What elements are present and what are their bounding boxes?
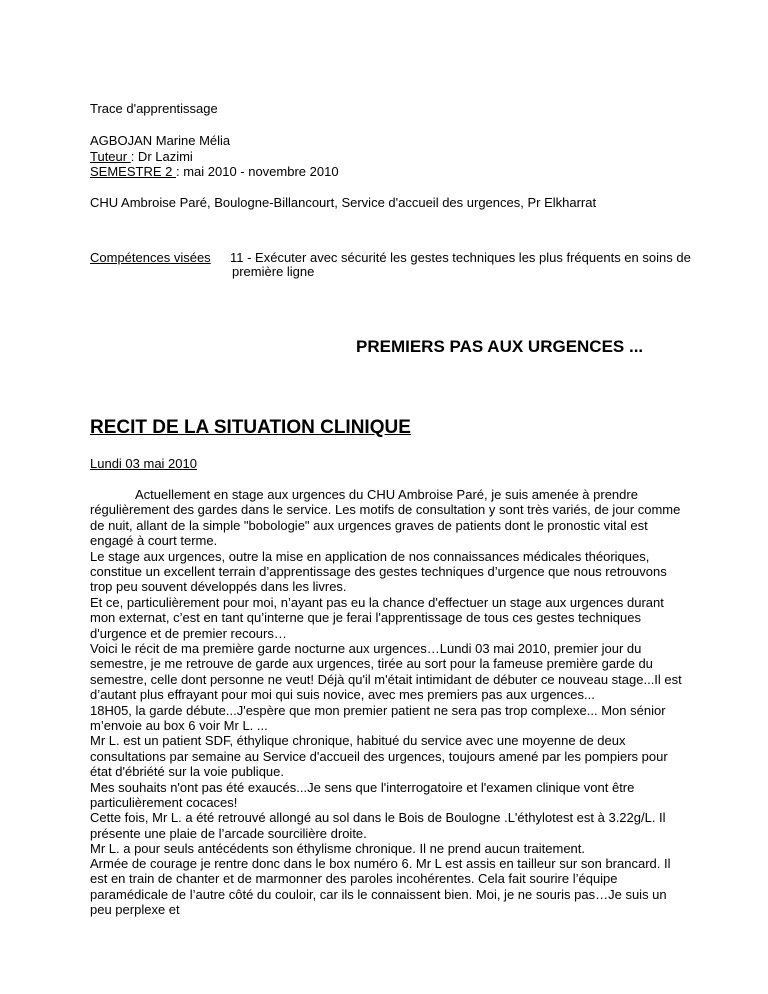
tutor-label: Tuteur [90, 149, 131, 164]
competences-line-1: 11 - Exécuter avec sécurité les gestes techniques les plus fréquents en soins de [230, 250, 691, 265]
section-heading: RECIT DE LA SITUATION CLINIQUE [90, 417, 411, 438]
paragraph: Cette fois, Mr L. a été retrouvé allongé au sol dans le Bois de Boulogne .L'éthylotest est à 3.22g/L. Il présente une plaie de l’arcade sourcilière droite. [90, 810, 666, 841]
paragraph: 18H05, la garde débute...J'espère que mon premier patient ne sera pas trop complexe... Mon sénior m’envoie au box 6 voir Mr L. ... [90, 702, 666, 734]
entry-date: Lundi 03 mai 2010 [90, 456, 197, 471]
semester-label: SEMESTRE 2 [90, 164, 176, 179]
paragraph: Actuellement en stage aux urgences du CHU Ambroise Paré, je suis amenée à prendre régulièrement des gardes dans le service. Les motifs de consultation y sont très variés, de jour comme de nuit, allant de la simple "bobologie" aux urgences graves de patients dont le pronostic vital est engagé à court terme. [90, 487, 681, 549]
competences-label: Compétences visées [90, 250, 211, 265]
author-name: AGBOJAN Marine Mélia [90, 133, 231, 148]
paragraph: Mr L. est un patient SDF, éthylique chronique, habitué du service avec une moyenne de deux consultations par semaine au Service d'accueil des urgences, toujours amené par les pompiers pour état d'ébriété sur la voie publique. [90, 733, 668, 780]
paragraph: Voici le récit de ma première garde nocturne aux urgences…Lundi 03 mai 2010, premier jour du semestre, je me retrouve de garde aux urgences, tirée au sort pour la fameuse première garde du semestre, celle dont personne ne veut! Déjà qu'il m'était intimidant de débuter ce nouveau stage...Il est d’autant plus effrayant pour moi qui suis novice, avec mes premiers pas aux urgences... [90, 641, 682, 703]
location-line: CHU Ambroise Paré, Boulogne-Billancourt, Service d'accueil des urgences, Pr Elkharrat [90, 195, 597, 210]
semester-line [90, 164, 339, 179]
paragraph-block-1 [90, 487, 690, 641]
doc-type-label: Trace d'apprentissage [90, 101, 218, 116]
competences-line-2: première ligne [232, 264, 315, 279]
paragraph-block-2 [90, 641, 690, 857]
paragraph-block-3 [90, 856, 690, 918]
semester-value: : mai 2010 - novembre 2010 [175, 164, 339, 179]
page-title: PREMIERS PAS AUX URGENCES ... [356, 337, 644, 356]
paragraph: Le stage aux urgences, outre la mise en application de nos connaissances médicales théoriques, constitue un excellent terrain d’apprentissage des gestes techniques d’urgence que nous retrouvons trop peu souvent développés dans les livres. [90, 548, 667, 595]
paragraph: Armée de courage je rentre donc dans le box numéro 6. Mr L est assis en tailleur sur son brancard. Il est en train de chanter et de marmonner des paroles incohérentes. Cela fait sourire l’équipe paramédicale de l’autre côté du couloir, car ils le connaissent bien. Moi, je ne souris pas…Je suis un peu perplexe et [90, 856, 671, 918]
tutor-value: : Dr Lazimi [130, 149, 193, 164]
tutor-line [90, 149, 193, 164]
paragraph: Mr L. a pour seuls antécédents son éthylisme chronique. Il ne prend aucun traitement. [90, 841, 586, 857]
paragraph: Et ce, particulièrement pour moi, n’ayant pas eu la chance d'effectuer un stage aux urgences durant mon externat, c’est en tant qu’interne que je ferai l'apprentissage de tous ces gestes techniques d'urgence et de premier recours… [90, 594, 664, 641]
paragraph: Mes souhaits n'ont pas été exaucés...Je sens que l'interrogatoire et l'examen clinique vont être particulièrement cocaces! [90, 779, 635, 811]
